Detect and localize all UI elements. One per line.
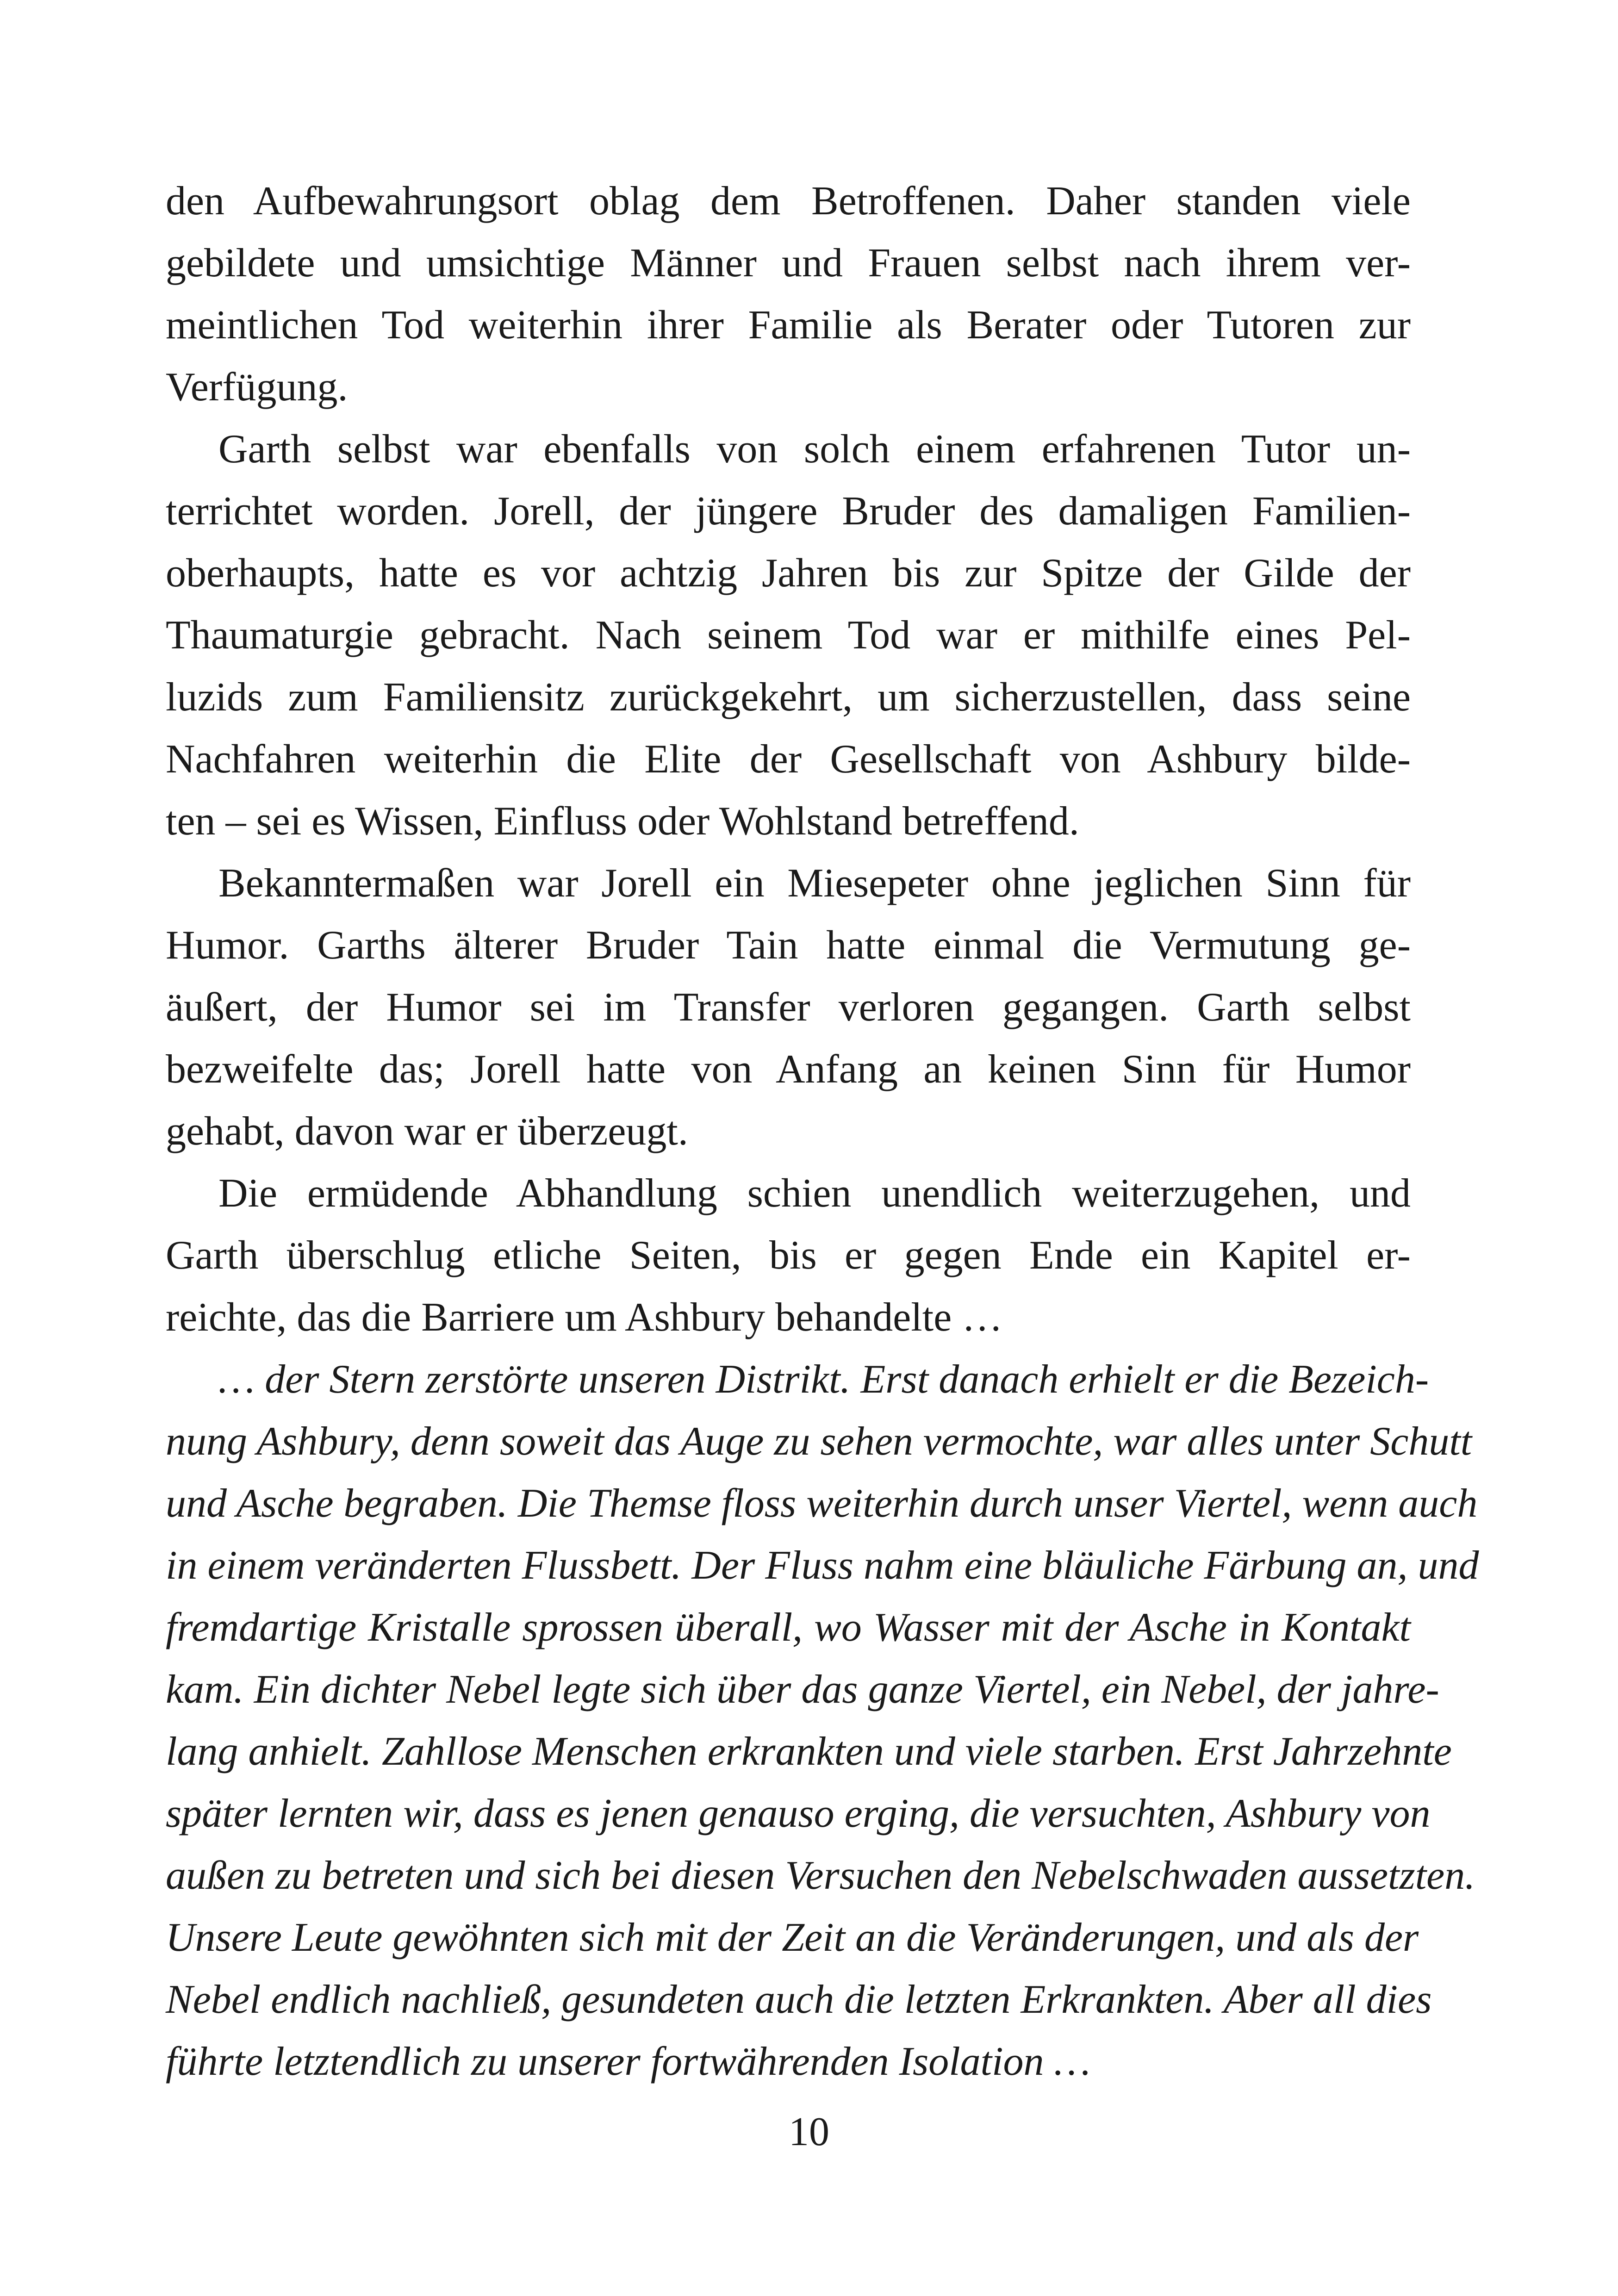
text-line: gebildete und umsichtige Männer und Frauen selbst nach ihrem ver- [166, 241, 1411, 286]
text-line: ten – sei es Wissen, Einfluss oder Wohlstand betreffend. [166, 799, 1079, 844]
page-body [166, 170, 1479, 2093]
text-line: gehabt, davon war er überzeugt. [166, 1109, 688, 1154]
text-line: … der Stern zerstörte unseren Distrikt. Erst danach erhielt er die Bezeich- [218, 1357, 1429, 1402]
paragraph [166, 170, 1411, 418]
text-line: den Aufbewahrungsort oblag dem Betroffenen. Daher standen viele [166, 179, 1411, 224]
text-line: reichte, das die Barriere um Ashbury behandelte … [166, 1295, 1003, 1340]
paragraph [166, 1163, 1411, 1349]
text-line: oberhaupts, hatte es vor achtzig Jahren bis zur Spitze der Gilde der [166, 551, 1411, 596]
text-line: später lernten wir, dass es jenen genauso erging, die versuchten, Ashbury von [166, 1791, 1431, 1836]
text-line: nung Ashbury, denn soweit das Auge zu sehen vermochte, war alles unter Schutt [166, 1419, 1472, 1464]
text-line: Thaumaturgie gebracht. Nach seinem Tod war er mithilfe eines Pel- [166, 613, 1411, 658]
page-number: 10 [789, 2109, 829, 2154]
paragraph [166, 852, 1411, 1163]
text-line: terrichtet worden. Jorell, der jüngere Bruder des damaligen Familien- [166, 489, 1411, 534]
text-line: meintlichen Tod weiterhin ihrer Familie als Berater oder Tutoren zur [166, 303, 1411, 348]
text-line: Nachfahren weiterhin die Elite der Gesellschaft von Ashbury bilde- [166, 737, 1411, 782]
text-line: in einem veränderten Flussbett. Der Fluss nahm eine bläuliche Färbung an, und [166, 1543, 1479, 1588]
quoted-excerpt [166, 1349, 1479, 2093]
text-line: führte letztendlich zu unserer fortwährenden Isolation … [166, 2039, 1090, 2084]
text-line: Unsere Leute gewöhnten sich mit der Zeit an die Veränderungen, und als der [166, 1915, 1419, 1960]
text-line: bezweifelte das; Jorell hatte von Anfang an keinen Sinn für Humor [166, 1047, 1411, 1092]
text-line: Garth selbst war ebenfalls von solch einem erfahrenen Tutor un- [218, 427, 1411, 472]
text-line: Verfügung. [166, 365, 348, 410]
text-line: fremdartige Kristalle sprossen überall, wo Wasser mit der Asche in Kontakt [166, 1605, 1411, 1650]
text-line: äußert, der Humor sei im Transfer verloren gegangen. Garth selbst [166, 985, 1411, 1030]
text-line: Bekanntermaßen war Jorell ein Miesepeter ohne jeglichen Sinn für [218, 861, 1411, 906]
text-line: kam. Ein dichter Nebel legte sich über das ganze Viertel, ein Nebel, der jahre- [166, 1667, 1439, 1712]
text-line: und Asche begraben. Die Themse floss weiterhin durch unser Viertel, wenn auch [166, 1481, 1478, 1526]
paragraph [166, 418, 1411, 852]
text-line: Nebel endlich nachließ, gesundeten auch die letzten Erkrankten. Aber all dies [166, 1977, 1432, 2022]
text-line: Humor. Garths älterer Bruder Tain hatte einmal die Vermutung ge- [166, 923, 1411, 968]
text-line: luzids zum Familiensitz zurückgekehrt, um sicherzustellen, dass seine [166, 675, 1411, 720]
text-line: lang anhielt. Zahllose Menschen erkrankten und viele starben. Erst Jahrzehnte [166, 1729, 1452, 1774]
text-line: Die ermüdende Abhandlung schien unendlich weiterzugehen, und [218, 1171, 1411, 1216]
text-line: Garth überschlug etliche Seiten, bis er gegen Ende ein Kapitel er- [166, 1233, 1411, 1278]
text-line: außen zu betreten und sich bei diesen Versuchen den Nebelschwaden aussetzten. [166, 1853, 1475, 1898]
